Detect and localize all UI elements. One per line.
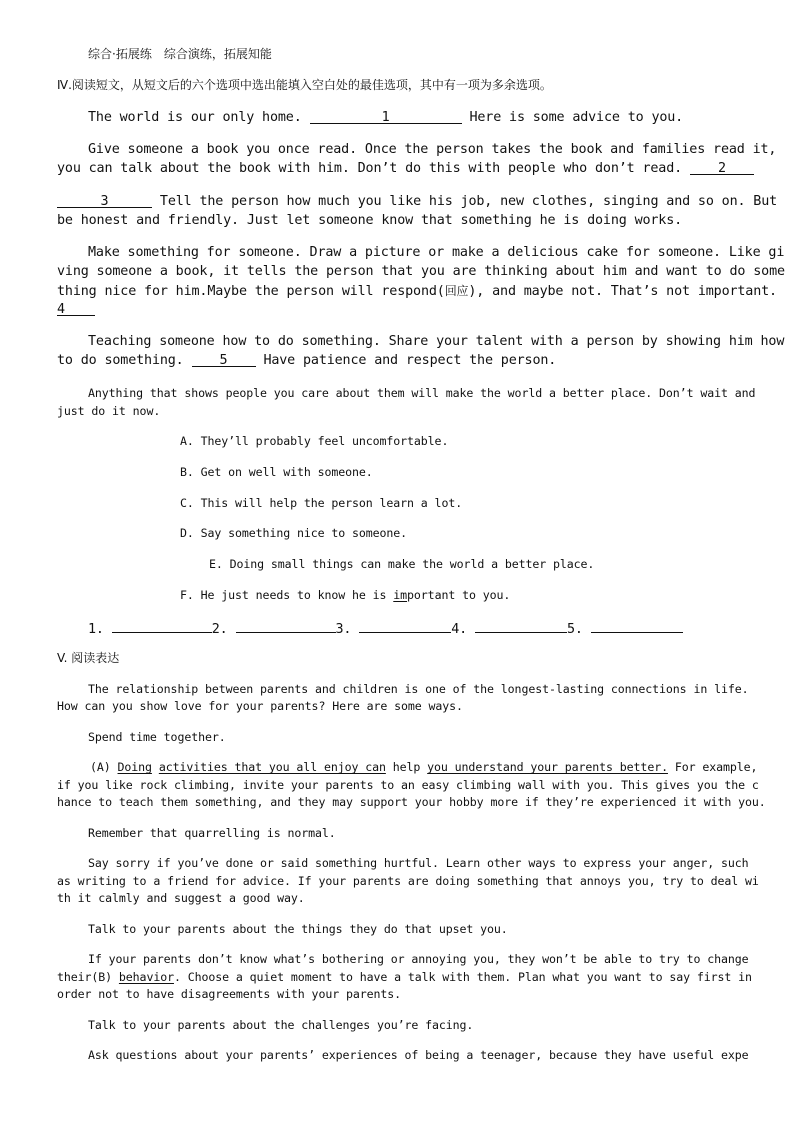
option-b[interactable]: B. Get on well with someone.: [180, 465, 373, 479]
blank-3[interactable]: 3: [57, 194, 152, 208]
passage-line: Give someone a book you once read. Once the person takes the book and families read it,: [88, 142, 777, 157]
passage-text-cjk: 回应: [444, 284, 469, 298]
passage-line: [90, 759, 757, 775]
option-c[interactable]: C. This will help the person learn a lot.: [180, 496, 463, 510]
subheading: Talk to your parents about the challenges you’re facing.: [88, 1018, 474, 1032]
passage-line: if you like rock climbing, invite your parents to an easy climbing wall with you. This gives you the c: [57, 778, 759, 792]
passage-line: How can you show love for your parents? Here are some ways.: [57, 699, 463, 713]
passage-line: If your parents don’t know what’s bothering or annoying you, they won’t be able to try to change: [88, 952, 749, 966]
passage-text: ), and maybe not. That’s not important.: [468, 284, 777, 299]
passage-line: Say sorry if you’ve done or said something hurtful. Learn other ways to express your anger, such: [88, 856, 749, 870]
passage-line: hance to teach them something, and they may support your hobby more if they’re experienced it with you.: [57, 795, 766, 809]
option-e[interactable]: E. Doing small things can make the world a better place.: [209, 557, 595, 571]
passage-line: Ask questions about your parents’ experiences of being a teenager, because they have useful expe: [88, 1048, 749, 1062]
passage-text: The world is our only home.: [88, 110, 302, 125]
passage-text: Here is some advice to you.: [469, 110, 684, 125]
passage-text: thing nice for him.Maybe the person will respond(: [57, 284, 445, 299]
answer-field-1[interactable]: [112, 619, 212, 633]
underlined-text: Doing: [117, 760, 152, 774]
answer-label-3: 3.: [335, 622, 352, 637]
blank-2[interactable]: 2: [690, 161, 754, 175]
passage-line: [57, 353, 556, 369]
passage-line: just do it now.: [57, 404, 161, 418]
passage-line: Teaching someone how to do something. Share your talent with a person by showing him how: [88, 334, 785, 349]
passage-text: Have patience and respect the person.: [263, 353, 557, 368]
passage-line: The relationship between parents and children is one of the longest-lasting connections in life.: [88, 682, 749, 696]
passage-line: [57, 969, 752, 985]
answer-row: [88, 619, 683, 638]
answer-field-3[interactable]: [359, 619, 451, 633]
passage-text: to do something.: [57, 353, 184, 368]
underlined-text: behavior: [118, 970, 174, 984]
label-a: (A): [90, 760, 118, 774]
answer-label-1: 1.: [88, 622, 104, 637]
section5-title: V. 阅读表达: [57, 651, 120, 665]
answer-field-5[interactable]: [591, 619, 683, 633]
subheading: Spend time together.: [88, 730, 226, 744]
answer-label-4: 4.: [451, 622, 468, 637]
passage-line: be honest and friendly. Just let someone know that something he is doing works.: [57, 213, 683, 228]
passage-line: [57, 161, 754, 177]
passage-line: [57, 302, 95, 318]
passage-line: [57, 194, 777, 210]
underlined-text: activities that you all enjoy can: [158, 760, 386, 774]
passage-line: Make something for someone. Draw a picture or make a delicious cake for someone. Like gi: [88, 245, 785, 260]
section4-instruction: Ⅳ.阅读短文，从短文后的六个选项中选出能填入空白处的最佳选项，其中有一项为多余选项。: [57, 78, 552, 92]
option-a[interactable]: A. They’ll probably feel uncomfortable.: [180, 434, 449, 448]
option-f-text: F. He just needs to know he is: [180, 588, 394, 602]
passage-text: For example,: [667, 760, 758, 774]
subheading: Remember that quarrelling is normal.: [88, 826, 336, 840]
passage-line: Anything that shows people you care about them will make the world a better place. Don’t wait and: [88, 386, 756, 400]
passage-line: ving someone a book, it tells the person that you are thinking about him and want to do some: [57, 264, 785, 279]
answer-label-5: 5.: [567, 622, 583, 637]
answer-label-2: 2.: [211, 622, 228, 637]
passage-line: [57, 283, 777, 300]
label-b: their(B): [57, 970, 119, 984]
passage-line: th it calmly and suggest a good way.: [57, 891, 305, 905]
answer-field-4[interactable]: [475, 619, 567, 633]
passage-text: Tell the person how much you like his job, new clothes, singing and so on. But: [159, 194, 778, 209]
passage-text: . Choose a quiet moment to have a talk with them. Plan what you want to say first in: [173, 970, 752, 984]
option-f[interactable]: [180, 587, 510, 603]
passage-text: help: [385, 760, 428, 774]
blank-5[interactable]: 5: [192, 353, 256, 367]
answer-field-2[interactable]: [236, 619, 336, 633]
option-f-text: portant to you.: [407, 588, 511, 602]
passage-line: as writing to a friend for advice. If your parents are doing something that annoys you, try to deal wi: [57, 874, 759, 888]
option-d[interactable]: D. Say something nice to someone.: [180, 526, 408, 540]
underlined-text: you understand your parents better.: [427, 760, 668, 774]
passage-line: order not to have disagreements with your parents.: [57, 987, 402, 1001]
subheading: Talk to your parents about the things they do that upset you.: [88, 922, 508, 936]
blank-1[interactable]: 1: [310, 110, 462, 124]
passage-text: you can talk about the book with him. Don’t do this with people who don’t read.: [57, 161, 683, 176]
blank-4[interactable]: 4: [57, 302, 95, 316]
page-header: 综合·拓展练 综合演练，拓展知能: [88, 47, 272, 61]
option-f-underlined: im: [393, 588, 408, 602]
passage-line: [88, 110, 683, 126]
